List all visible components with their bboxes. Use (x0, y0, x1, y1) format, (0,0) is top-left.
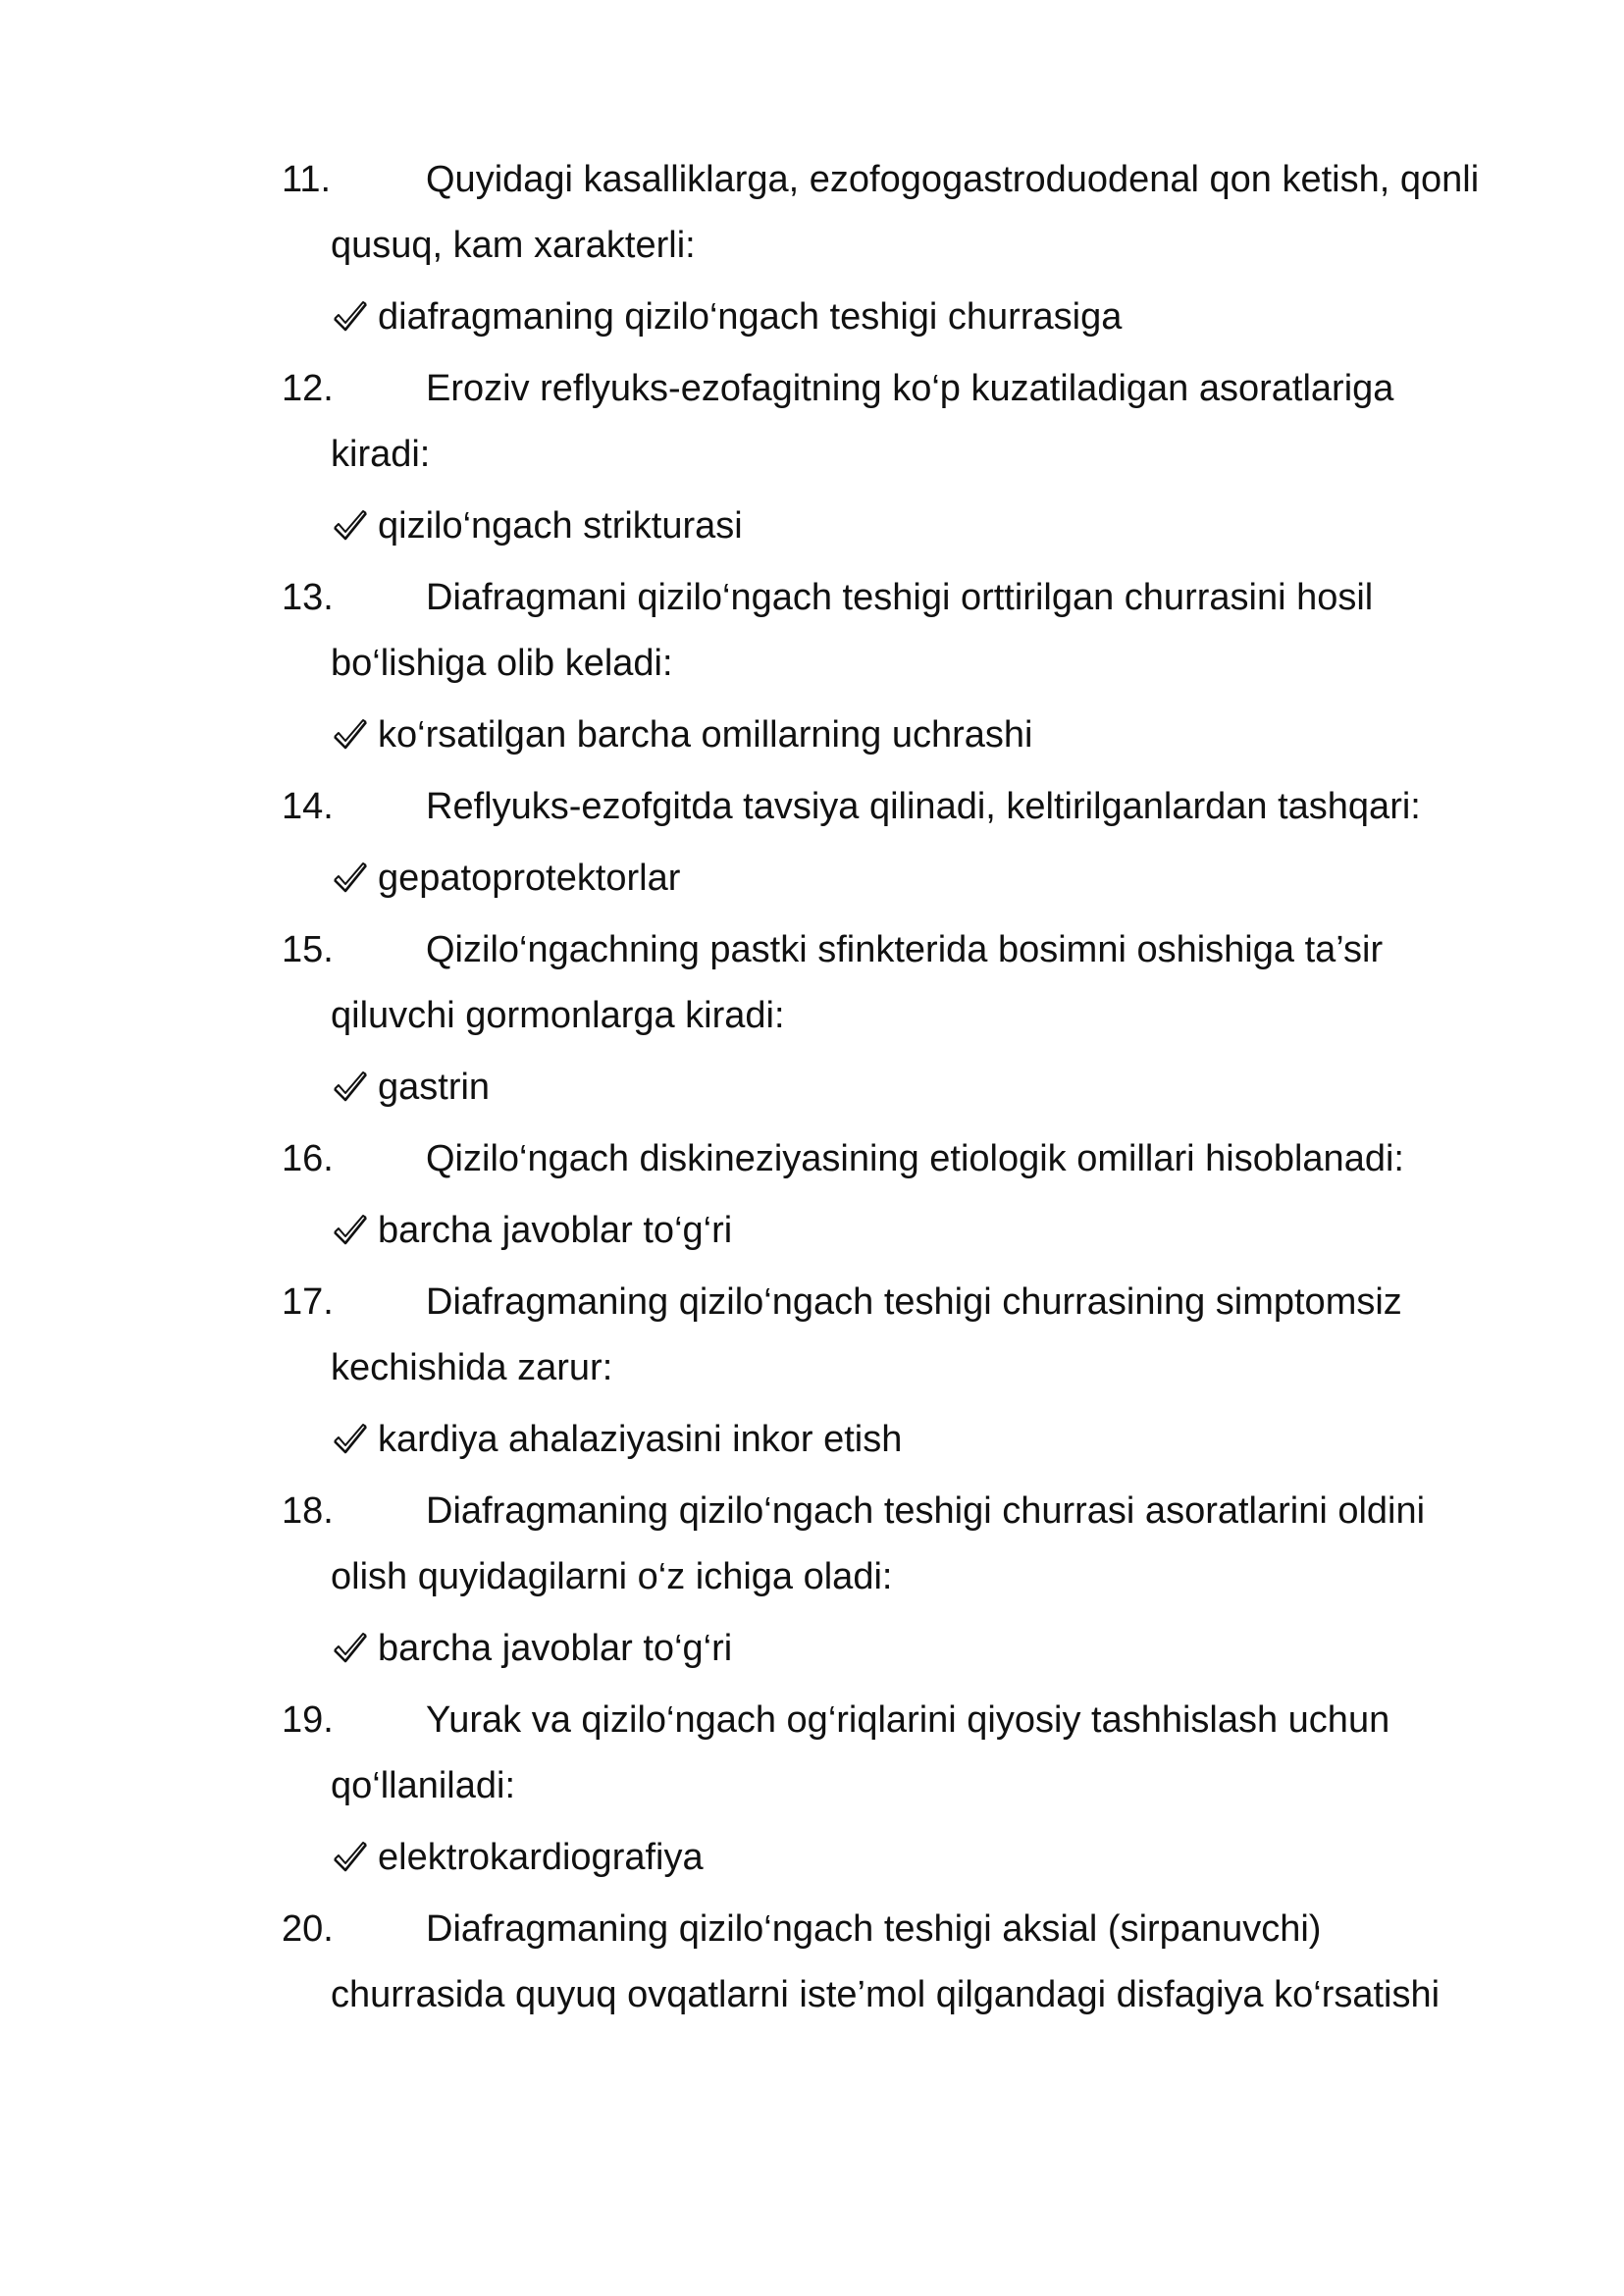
answer (282, 1055, 1547, 1121)
question-number: 19. (282, 1699, 334, 1741)
answer-text: gepatoprotektorlar (378, 858, 681, 899)
checkmark-icon (331, 1212, 370, 1251)
question-text (282, 1126, 1547, 1192)
question-number: 18. (282, 1490, 334, 1532)
checkmark-icon (331, 1421, 370, 1460)
question-line: Quyidagi kasalliklarga, ezofogogastroduodenal qon ketish, qonli (426, 159, 1480, 200)
answer-text: qizilo‘ngach strikturasi (378, 505, 743, 547)
question-text (282, 147, 1547, 279)
question-item (282, 356, 1547, 559)
question-line: Reflyuks-ezofgitda tavsiya qilinadi, keltirilganlardan tashqari: (426, 786, 1421, 827)
answer (282, 1198, 1547, 1264)
question-item (282, 147, 1547, 350)
answer-text: elektrokardiografiya (378, 1837, 704, 1878)
question-item (282, 1126, 1547, 1264)
answer (282, 1407, 1547, 1473)
answer (282, 1616, 1547, 1682)
answer (282, 285, 1547, 350)
question-line: Diafragmaning qizilo‘ngach teshigi churrasining simptomsiz (426, 1281, 1402, 1323)
checkmark-icon (331, 1839, 370, 1878)
question-item (282, 565, 1547, 768)
question-number: 12. (282, 368, 334, 409)
question-item (282, 1270, 1547, 1473)
question-text (282, 917, 1547, 1049)
answer (282, 1825, 1547, 1891)
question-line: Yurak va qizilo‘ngach og‘riqlarini qiyosiy tashhislash uchun (426, 1699, 1390, 1741)
question-text (282, 1479, 1547, 1610)
question-continuation: qusuq, kam xarakterli: (331, 225, 696, 266)
question-text (282, 565, 1547, 697)
question-number: 17. (282, 1281, 334, 1323)
question-text (282, 1270, 1547, 1401)
checkmark-icon (331, 1630, 370, 1669)
answer-text: diafragmaning qizilo‘ngach teshigi churrasiga (378, 296, 1123, 338)
answer-text: barcha javoblar to‘g‘ri (378, 1628, 733, 1669)
answer (282, 846, 1547, 912)
question-number: 14. (282, 786, 334, 827)
question-line: Diafragmaning qizilo‘ngach teshigi aksial (sirpanuvchi) (426, 1908, 1322, 1950)
answer-text: barcha javoblar to‘g‘ri (378, 1210, 733, 1251)
checkmark-icon (331, 716, 370, 756)
answer (282, 494, 1547, 559)
question-continuation: kiradi: (331, 434, 431, 475)
question-continuation: olish quyidagilarni o‘z ichiga oladi: (331, 1556, 893, 1597)
question-text (282, 1688, 1547, 1819)
question-continuation: qiluvchi gormonlarga kiradi: (331, 995, 785, 1036)
question-line: Diafragmaning qizilo‘ngach teshigi churrasi asoratlarini oldini (426, 1490, 1426, 1532)
question-item (282, 917, 1547, 1121)
question-continuation: kechishida zarur: (331, 1347, 613, 1388)
question-continuation: qo‘llaniladi: (331, 1765, 516, 1806)
question-line: Eroziv reflyuks-ezofagitning ko‘p kuzatiladigan asoratlariga (426, 368, 1394, 409)
question-item (282, 774, 1547, 912)
question-number: 11. (282, 159, 332, 200)
question-text (282, 774, 1547, 840)
question-text (282, 356, 1547, 488)
question-continuation: bo‘lishiga olib keladi: (331, 643, 673, 684)
question-item (282, 1897, 1547, 2028)
answer-text: gastrin (378, 1067, 491, 1108)
checkmark-icon (331, 298, 370, 338)
answer (282, 703, 1547, 768)
checkmark-icon (331, 1069, 370, 1108)
question-number: 16. (282, 1138, 334, 1179)
question-list (282, 147, 1547, 2028)
question-item (282, 1479, 1547, 1682)
question-line: Diafragmani qizilo‘ngach teshigi orttirilgan churrasini hosil (426, 577, 1374, 618)
question-continuation: churrasida quyuq ovqatlarni iste’mol qilgandagi disfagiya ko‘rsatishi (331, 1974, 1441, 2015)
question-line: Qizilo‘ngachning pastki sfinkterida bosimni oshishiga ta’sir (426, 929, 1384, 970)
question-number: 15. (282, 929, 334, 970)
checkmark-icon (331, 860, 370, 899)
answer-text: ko‘rsatilgan barcha omillarning uchrashi (378, 714, 1033, 756)
question-number: 20. (282, 1908, 334, 1950)
question-text (282, 1897, 1547, 2028)
checkmark-icon (331, 507, 370, 547)
question-number: 13. (282, 577, 334, 618)
answer-text: kardiya ahalaziyasini inkor etish (378, 1419, 903, 1460)
question-item (282, 1688, 1547, 1891)
question-line: Qizilo‘ngach diskineziyasining etiologik omillari hisoblanadi: (426, 1138, 1404, 1179)
